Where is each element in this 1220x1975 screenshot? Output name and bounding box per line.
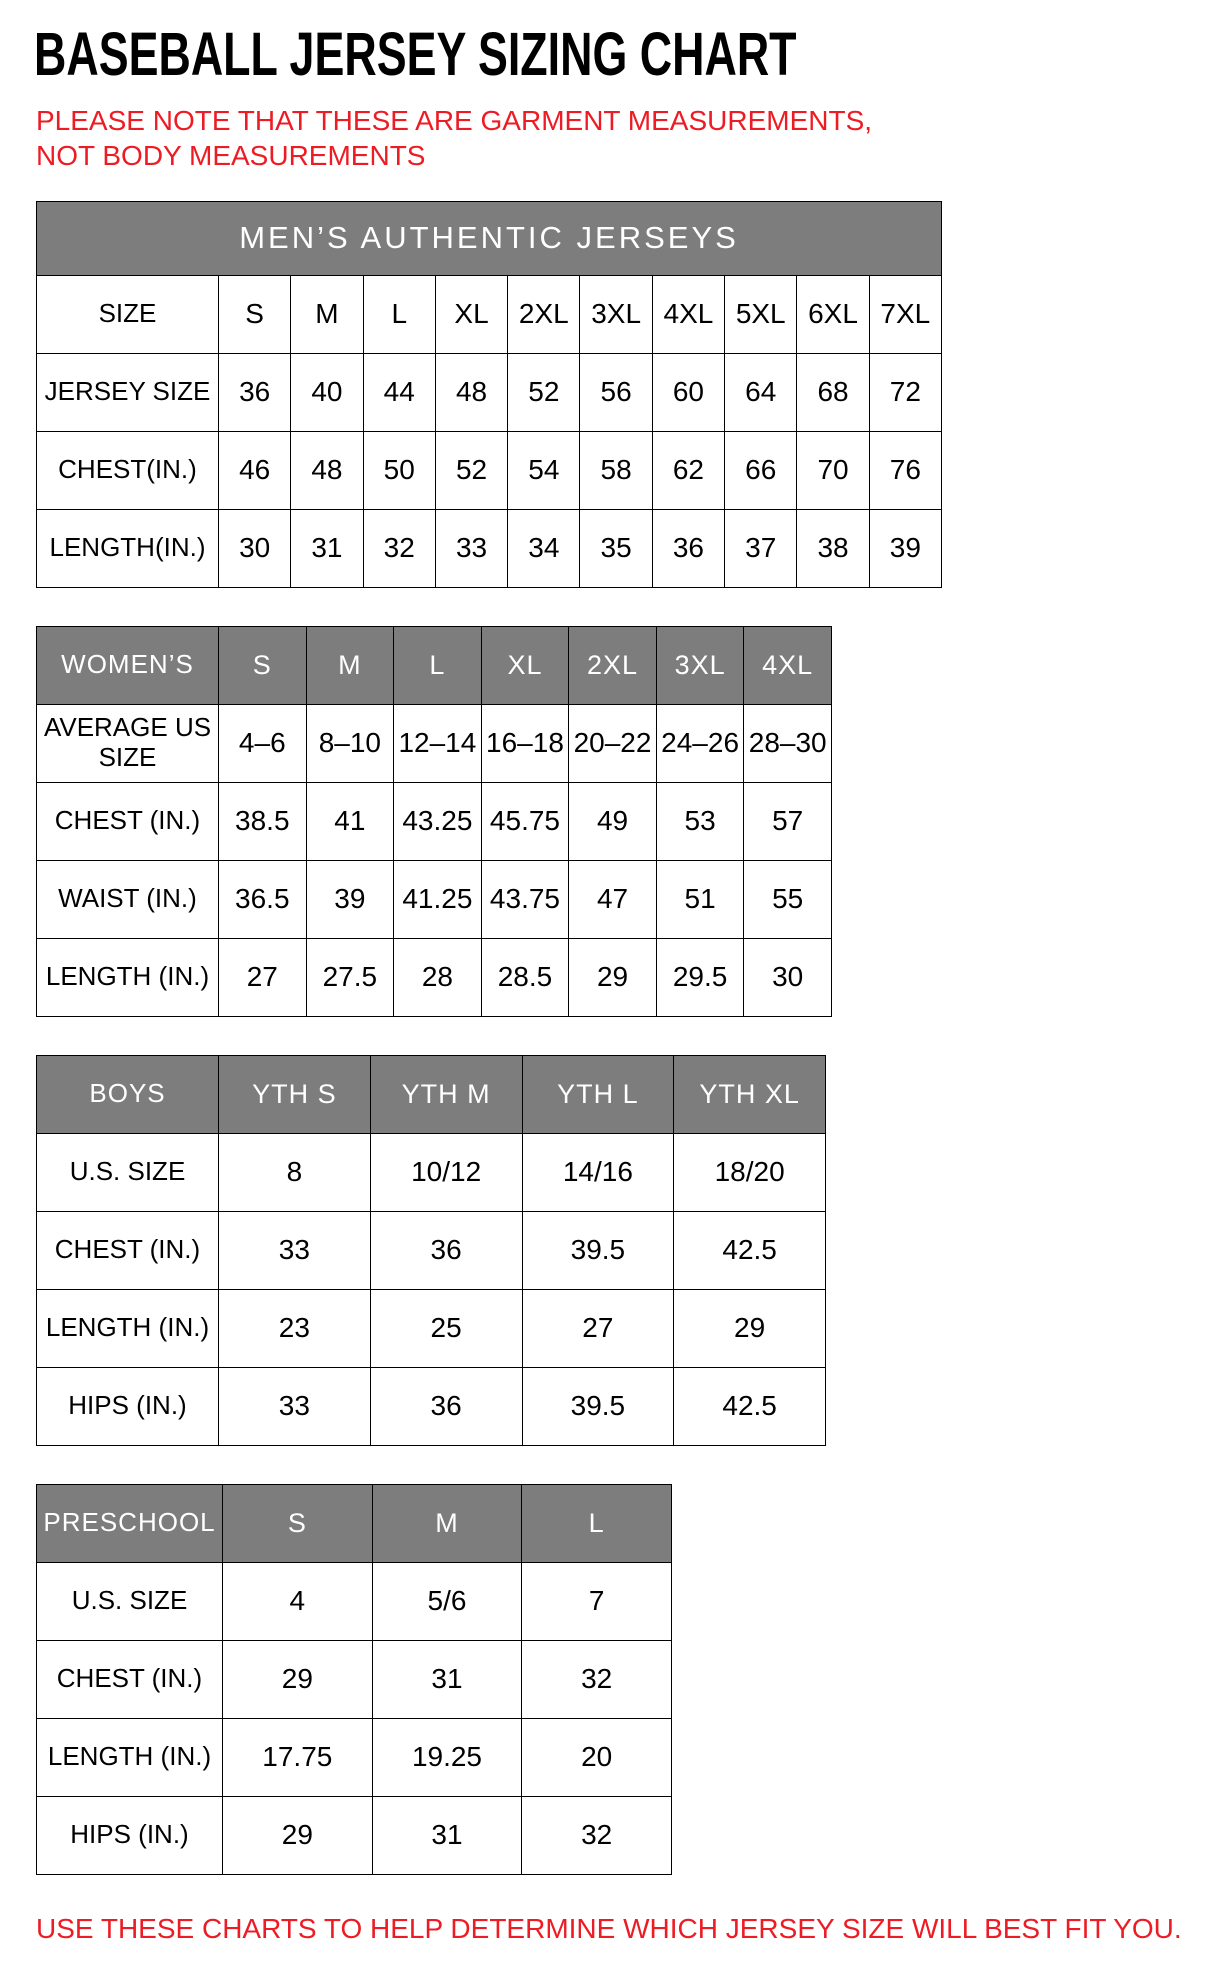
value-cell: 66 [725,431,797,509]
womens-header-label: WOMEN’S [37,626,219,704]
value-cell: 42.5 [674,1211,826,1289]
value-cell: 28.5 [481,938,569,1016]
table-row [37,1796,672,1874]
value-cell: 31 [372,1640,522,1718]
column-header: S [219,275,291,353]
value-cell: 27 [219,938,307,1016]
value-cell: 48 [435,353,507,431]
column-header: XL [481,626,569,704]
value-cell: 35 [580,509,652,587]
value-cell: 29 [569,938,657,1016]
column-header: YTH S [219,1055,371,1133]
value-cell: 36 [370,1367,522,1445]
value-cell: 31 [372,1796,522,1874]
value-cell: 45.75 [481,782,569,860]
value-cell: 62 [652,431,724,509]
value-cell: 41 [306,782,394,860]
preschool-sizing-table [36,1484,672,1875]
row-label: LENGTH (IN.) [37,1718,223,1796]
table-row [37,1289,826,1367]
column-header: 2XL [508,275,580,353]
row-label: AVERAGE US SIZE [37,704,219,782]
value-cell: 38 [797,509,869,587]
value-cell: 33 [219,1211,371,1289]
value-cell: 43.75 [481,860,569,938]
value-cell: 8 [219,1133,371,1211]
table-row [37,938,832,1016]
row-label: JERSEY SIZE [37,353,219,431]
mens-banner-row [37,201,942,275]
row-label: LENGTH (IN.) [37,1289,219,1367]
value-cell: 25 [370,1289,522,1367]
value-cell: 48 [291,431,363,509]
value-cell: 58 [580,431,652,509]
value-cell: 39 [306,860,394,938]
value-cell: 72 [869,353,941,431]
column-header: 6XL [797,275,869,353]
value-cell: 30 [219,509,291,587]
value-cell: 39 [869,509,941,587]
value-cell: 54 [508,431,580,509]
value-cell: 44 [363,353,435,431]
column-header: YTH M [370,1055,522,1133]
value-cell: 5/6 [372,1562,522,1640]
table-row [37,1562,672,1640]
row-label: HIPS (IN.) [37,1367,219,1445]
value-cell: 76 [869,431,941,509]
column-header: M [306,626,394,704]
value-cell: 64 [725,353,797,431]
value-cell: 38.5 [219,782,307,860]
value-cell: 52 [508,353,580,431]
value-cell: 47 [569,860,657,938]
table-row [37,509,942,587]
column-header: S [219,626,307,704]
value-cell: 53 [656,782,744,860]
value-cell: 29 [223,1640,373,1718]
value-cell: 29.5 [656,938,744,1016]
womens-header-row [37,626,832,704]
row-label: U.S. SIZE [37,1562,223,1640]
value-cell: 36 [370,1211,522,1289]
row-label: LENGTH (IN.) [37,938,219,1016]
value-cell: 12–14 [394,704,482,782]
value-cell: 56 [580,353,652,431]
value-cell: 36 [652,509,724,587]
mens-header-row [37,275,942,353]
table-row [37,1640,672,1718]
value-cell: 24–26 [656,704,744,782]
table-row [37,860,832,938]
table-row [37,1367,826,1445]
column-header: L [522,1484,672,1562]
column-header: 3XL [580,275,652,353]
boys-sizing-table [36,1055,826,1446]
table-row [37,782,832,860]
value-cell: 60 [652,353,724,431]
column-header: S [223,1484,373,1562]
row-label: HIPS (IN.) [37,1796,223,1874]
value-cell: 40 [291,353,363,431]
column-header: YTH L [522,1055,674,1133]
column-header: L [394,626,482,704]
value-cell: 52 [435,431,507,509]
column-header: L [363,275,435,353]
value-cell: 29 [223,1796,373,1874]
value-cell: 36 [219,353,291,431]
table-row [37,353,942,431]
table-row [37,704,832,782]
value-cell: 46 [219,431,291,509]
value-cell: 37 [725,509,797,587]
row-label: U.S. SIZE [37,1133,219,1211]
value-cell: 4–6 [219,704,307,782]
value-cell: 32 [522,1640,672,1718]
value-cell: 27.5 [306,938,394,1016]
table-row [37,1718,672,1796]
value-cell: 28 [394,938,482,1016]
value-cell: 17.75 [223,1718,373,1796]
value-cell: 18/20 [674,1133,826,1211]
page-title: BASEBALL JERSEY SIZING CHART [34,18,797,89]
column-header: 4XL [744,626,832,704]
value-cell: 55 [744,860,832,938]
mens-header-label: SIZE [37,275,219,353]
value-cell: 31 [291,509,363,587]
value-cell: 33 [435,509,507,587]
value-cell: 57 [744,782,832,860]
value-cell: 39.5 [522,1367,674,1445]
value-cell: 28–30 [744,704,832,782]
value-cell: 33 [219,1367,371,1445]
footer-note: USE THESE CHARTS TO HELP DETERMINE WHICH JERSEY SIZE WILL BEST FIT YOU. [36,1912,1182,1944]
row-label: LENGTH(IN.) [37,509,219,587]
value-cell: 8–10 [306,704,394,782]
value-cell: 4 [223,1562,373,1640]
value-cell: 49 [569,782,657,860]
row-label: CHEST (IN.) [37,1640,223,1718]
table-row [37,1211,826,1289]
value-cell: 27 [522,1289,674,1367]
value-cell: 23 [219,1289,371,1367]
boys-header-label: BOYS [37,1055,219,1133]
value-cell: 70 [797,431,869,509]
value-cell: 51 [656,860,744,938]
value-cell: 29 [674,1289,826,1367]
table-row [37,431,942,509]
value-cell: 39.5 [522,1211,674,1289]
value-cell: 43.25 [394,782,482,860]
value-cell: 41.25 [394,860,482,938]
column-header: 5XL [725,275,797,353]
preschool-header-row [37,1484,672,1562]
value-cell: 7 [522,1562,672,1640]
preschool-header-label: PRESCHOOL [37,1484,223,1562]
column-header: 3XL [656,626,744,704]
row-label: WAIST (IN.) [37,860,219,938]
garment-measurements-note: PLEASE NOTE THAT THESE ARE GARMENT MEASUREMENTS, NOT BODY MEASUREMENTS [36,104,873,171]
value-cell: 68 [797,353,869,431]
value-cell: 30 [744,938,832,1016]
table-row [37,1133,826,1211]
value-cell: 19.25 [372,1718,522,1796]
column-header: 4XL [652,275,724,353]
value-cell: 36.5 [219,860,307,938]
boys-header-row [37,1055,826,1133]
value-cell: 50 [363,431,435,509]
value-cell: 14/16 [522,1133,674,1211]
row-label: CHEST (IN.) [37,1211,219,1289]
value-cell: 32 [522,1796,672,1874]
row-label: CHEST (IN.) [37,782,219,860]
value-cell: 34 [508,509,580,587]
value-cell: 16–18 [481,704,569,782]
row-label: CHEST(IN.) [37,431,219,509]
womens-sizing-table [36,626,832,1017]
value-cell: 20–22 [569,704,657,782]
column-header: 2XL [569,626,657,704]
value-cell: 32 [363,509,435,587]
mens-banner: MEN’S AUTHENTIC JERSEYS [37,201,942,275]
column-header: YTH XL [674,1055,826,1133]
column-header: M [372,1484,522,1562]
value-cell: 10/12 [370,1133,522,1211]
value-cell: 42.5 [674,1367,826,1445]
column-header: 7XL [869,275,941,353]
mens-authentic-jerseys-table [36,201,942,588]
column-header: M [291,275,363,353]
column-header: XL [435,275,507,353]
value-cell: 20 [522,1718,672,1796]
